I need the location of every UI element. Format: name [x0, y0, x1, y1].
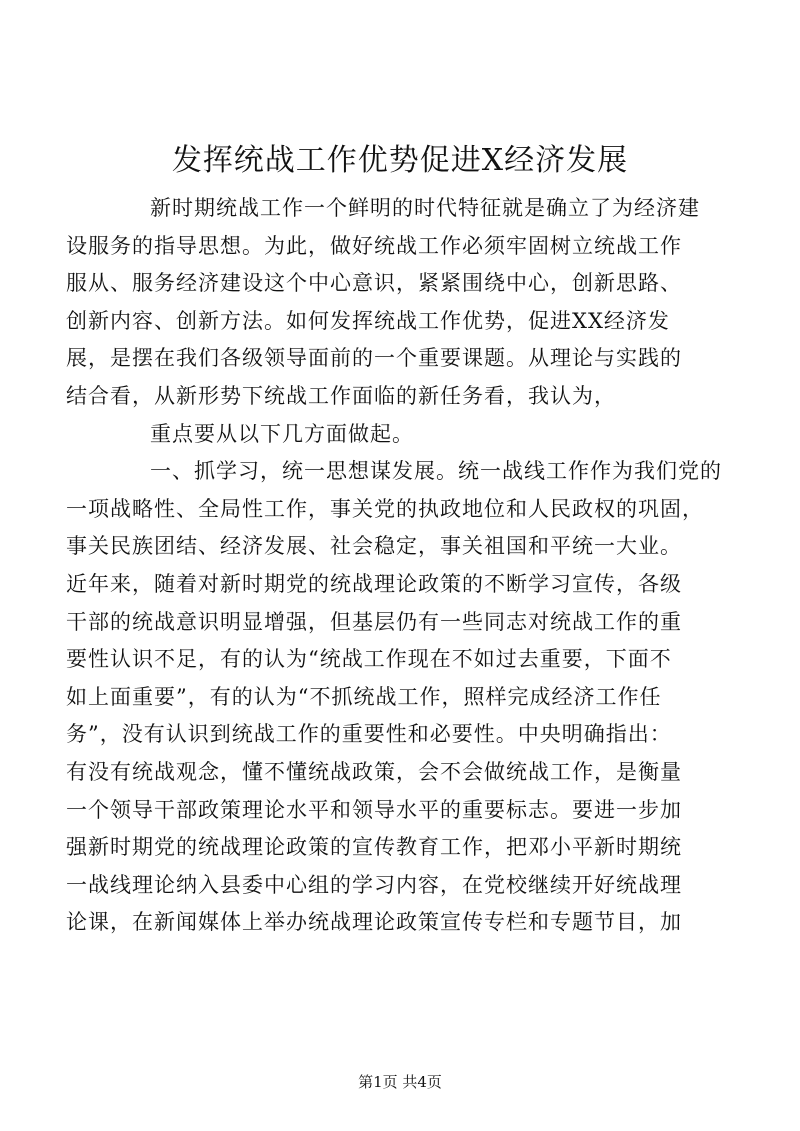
- paragraph-intro: [66, 190, 708, 416]
- text-line: 一战线理论纳入县委中心组的学习内容，在党校继续开好统战理: [66, 872, 682, 897]
- paragraph-focus: [108, 416, 708, 454]
- text-line: 强新时期党的统战理论政策的宣传教育工作，把邓小平新时期统: [66, 835, 682, 860]
- text-line: 设服务的指导思想。为此，做好统战工作必须牢固树立统战工作: [66, 233, 682, 258]
- text-line: 新时期统战工作一个鲜明的时代特征就是确立了为经济建: [150, 196, 700, 220]
- document-body: [66, 190, 722, 942]
- text-line: 重点要从以下几方面做起。: [150, 421, 414, 446]
- paragraph-section-one: [66, 453, 722, 942]
- text-line: 展，是摆在我们各级领导面前的一个重要课题。从理论与实践的: [66, 346, 682, 371]
- page-footer: 第1页 共4页: [358, 1073, 442, 1091]
- text-line: 近年来，随着对新时期党的统战理论政策的不断学习宣传，各级: [66, 571, 682, 596]
- text-line: 一、抓学习，统一思想谋发展。统一战线工作作为我们党的: [150, 459, 722, 484]
- text-line: 如上面重要”，有的认为“不抓统战工作，照样完成经济工作任: [66, 684, 662, 709]
- document-title: 发挥统战工作优势促进X经济发展: [171, 143, 629, 178]
- text-line: 创新内容、创新方法。如何发挥统战工作优势，促进XX经济发: [66, 308, 670, 333]
- text-line: 论课，在新闻媒体上举办统战理论政策宣传专栏和专题节目，加: [66, 910, 682, 935]
- text-line: 事关民族团结、经济发展、社会稳定，事关祖国和平统一大业。: [66, 534, 682, 559]
- text-line: 有没有统战观念，懂不懂统战政策，会不会做统战工作，是衡量: [66, 759, 682, 784]
- text-line: 务”，没有认识到统战工作的重要性和必要性。中央明确指出：: [66, 722, 672, 747]
- text-line: 结合看，从新形势下统战工作面临的新任务看，我认为，: [66, 383, 616, 408]
- text-line: 一个领导干部政策理论水平和领导水平的重要标志。要进一步加: [66, 797, 682, 822]
- text-line: 干部的统战意识明显增强，但基层仍有一些同志对统战工作的重: [66, 609, 682, 634]
- text-line: 一项战略性、全局性工作，事关党的执政地位和人民政权的巩固，: [66, 496, 704, 521]
- text-line: 要性认识不足，有的认为“统战工作现在不如过去重要，下面不: [66, 647, 672, 672]
- text-line: 服从、服务经济建设这个中心意识，紧紧围绕中心，创新思路、: [66, 271, 682, 296]
